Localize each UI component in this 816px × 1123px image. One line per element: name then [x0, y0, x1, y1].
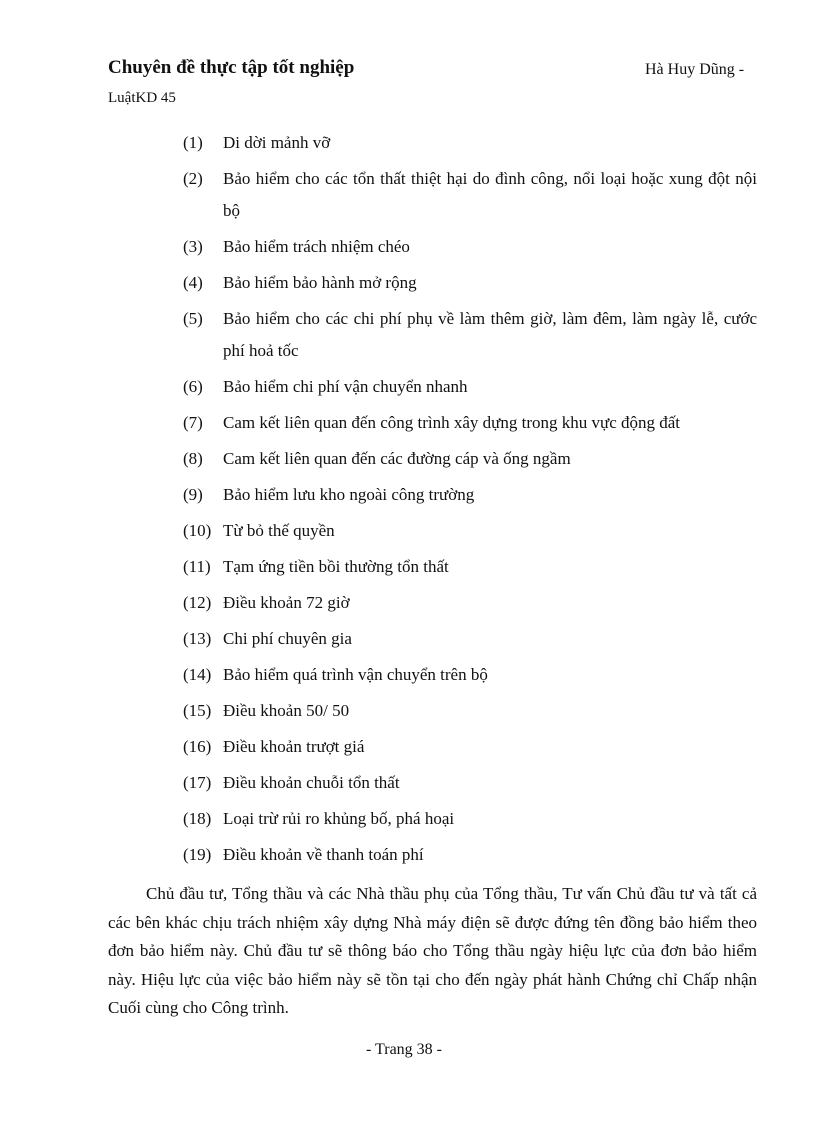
- list-item-text: Điều khoản về thanh toán phí: [223, 845, 424, 864]
- list-item-text: Tạm ứng tiền bồi thường tổn thất: [223, 557, 449, 576]
- list-item-text: Bảo hiểm cho các chi phí phụ về làm thêm giờ, làm đêm, làm ngày lễ, cước phí hoả tốc: [223, 309, 757, 360]
- list-item: [183, 623, 757, 655]
- list-item-number: (14): [183, 665, 212, 684]
- list-item-number: (6): [183, 377, 203, 396]
- document-title: Chuyên đề thực tập tốt nghiệp: [108, 57, 355, 78]
- list-item-number: (3): [183, 237, 203, 256]
- list-item: [183, 371, 757, 403]
- list-item: [183, 163, 757, 227]
- coverage-list: [183, 127, 757, 875]
- list-item: [183, 551, 757, 583]
- list-item-number: (12): [183, 593, 212, 612]
- list-item: [183, 515, 757, 547]
- list-item-text: Bảo hiểm quá trình vận chuyển trên bộ: [223, 665, 488, 684]
- list-item-text: Điều khoản 72 giờ: [223, 593, 350, 612]
- list-item-number: (2): [183, 169, 203, 188]
- class-name: LuậtKD 45: [108, 90, 176, 106]
- list-item: [183, 803, 757, 835]
- list-item-text: Cam kết liên quan đến công trình xây dựng trong khu vực động đất: [223, 413, 681, 432]
- body-paragraph: Chủ đầu tư, Tổng thầu và các Nhà thầu phụ của Tổng thầu, Tư vấn Chủ đầu tư và tất cả các bên khác chịu trách nhiệm xây dựng Nhà máy điện sẽ được đứng tên đồng bảo hiểm theo đơn bảo hiểm này. Chủ đầu tư sẽ thông báo cho Tổng thầu ngày hiệu lực của đơn bảo hiểm này. Hiệu lực của việc bảo hiểm này sẽ tồn tại cho đến ngày phát hành Chứng chỉ Chấp nhận Cuối cùng cho Công trình.: [108, 884, 757, 1017]
- list-item-text: Bảo hiểm lưu kho ngoài công trường: [223, 485, 475, 504]
- list-item-text: Từ bỏ thế quyền: [223, 521, 335, 540]
- list-item-number: (10): [183, 521, 212, 540]
- list-item-number: (1): [183, 133, 203, 152]
- list-item-number: (17): [183, 773, 212, 792]
- list-item-number: (4): [183, 273, 203, 292]
- list-item-text: Bảo hiểm cho các tổn thất thiệt hại do đình công, nổi loại hoặc xung đột nội bộ: [223, 169, 757, 220]
- list-item: [183, 587, 757, 619]
- list-item-number: (15): [183, 701, 212, 720]
- list-item-number: (19): [183, 845, 212, 864]
- list-item-text: Loại trừ rủi ro khủng bố, phá hoại: [223, 809, 455, 828]
- list-item: [183, 231, 757, 263]
- list-item-text: Bảo hiểm bảo hành mở rộng: [223, 273, 417, 292]
- list-item-number: (16): [183, 737, 212, 756]
- list-item: [183, 443, 757, 475]
- list-item-text: Di dời mảnh vỡ: [223, 133, 331, 152]
- author-name: Hà Huy Dũng -: [645, 61, 745, 78]
- list-item-number: (13): [183, 629, 212, 648]
- list-item: [183, 127, 757, 159]
- list-item-text: Điều khoản chuỗi tổn thất: [223, 773, 400, 792]
- list-item-number: (8): [183, 449, 203, 468]
- list-item: [183, 267, 757, 299]
- list-item-text: Cam kết liên quan đến các đường cáp và ống ngầm: [223, 449, 571, 468]
- list-item-text: Điều khoản 50/ 50: [223, 701, 350, 720]
- list-item: [183, 659, 757, 691]
- list-item-number: (11): [183, 557, 211, 576]
- list-item-text: Bảo hiểm chi phí vận chuyển nhanh: [223, 377, 468, 396]
- list-item: [183, 407, 757, 439]
- list-item: [183, 731, 757, 763]
- list-item-text: Điều khoản trượt giá: [223, 737, 365, 756]
- list-item: [183, 695, 757, 727]
- list-item-number: (9): [183, 485, 203, 504]
- list-item: [183, 479, 757, 511]
- list-item-number: (5): [183, 309, 203, 328]
- list-item-number: (7): [183, 413, 203, 432]
- page-number: - Trang 38 -: [365, 1041, 442, 1058]
- list-item-text: Chi phí chuyên gia: [223, 629, 352, 648]
- list-item: [183, 839, 757, 871]
- list-item-number: (18): [183, 809, 212, 828]
- list-item: [183, 303, 757, 367]
- list-item: [183, 767, 757, 799]
- list-item-text: Bảo hiểm trách nhiệm chéo: [223, 237, 410, 256]
